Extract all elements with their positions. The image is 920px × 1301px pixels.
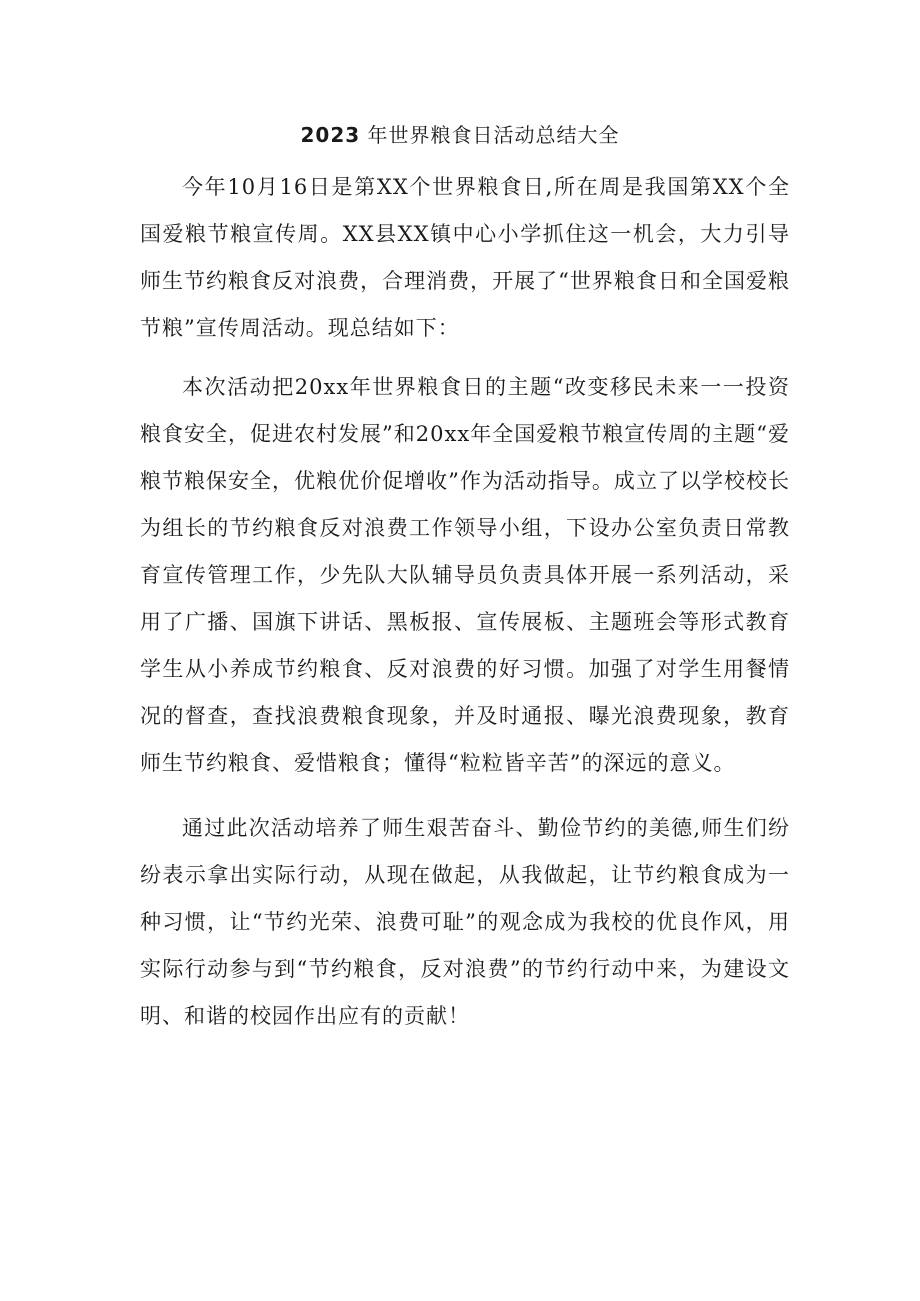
paragraph-intro: 今年10月16日是第XX个世界粮食日,所在周是我国第XX个全国爱粮节粮宣传周。XX县XX镇中心小学抓住这一机会，大力引导师生节约粮食反对浪费，合理消费，开展了“世界粮食日和全国爱粮节粮”宣传周活动。现总结如下： [140, 175, 790, 340]
document-title [0, 120, 920, 150]
paragraph-conclusion: 通过此次活动培养了师生艰苦奋斗、勤俭节约的美德,师生们纷纷表示拿出实际行动，从现在做起，从我做起，让节约粮食成为一种习惯，让“节约光荣、浪费可耻”的观念成为我校的优良作风，用实际行动参与到“节约粮食，反对浪费”的节约行动中来，为建设文明、和谐的校园作出应有的贡献！ [140, 816, 790, 1028]
document-body [140, 164, 790, 1058]
title-text: 年世界粮食日活动总结大全 [360, 123, 620, 147]
title-year: 2023 [300, 123, 361, 147]
paragraph-activity: 本次活动把20xx年世界粮食日的主题“改变移民未来一一投资粮食安全，促进农村发展”和20xx年全国爱粮节粮宣传周的主题“爱粮节粮保安全，优粮优价促增收”作为活动指导。成立了以学校校长为组长的节约粮食反对浪费工作领导小组，下设办公室负责日常教育宣传管理工作，少先队大队辅导员负责具体开展一系列活动，采用了广播、国旗下讲话、黑板报、宣传展板、主题班会等形式教育学生从小养成节约粮食、反对浪费的好习惯。加强了对学生用餐情况的督查，查找浪费粮食现象，并及时通报、曝光浪费现象，教育师生节约粮食、爱惜粮食；懂得“粒粒皆辛苦”的深远的意义。 [140, 375, 790, 775]
